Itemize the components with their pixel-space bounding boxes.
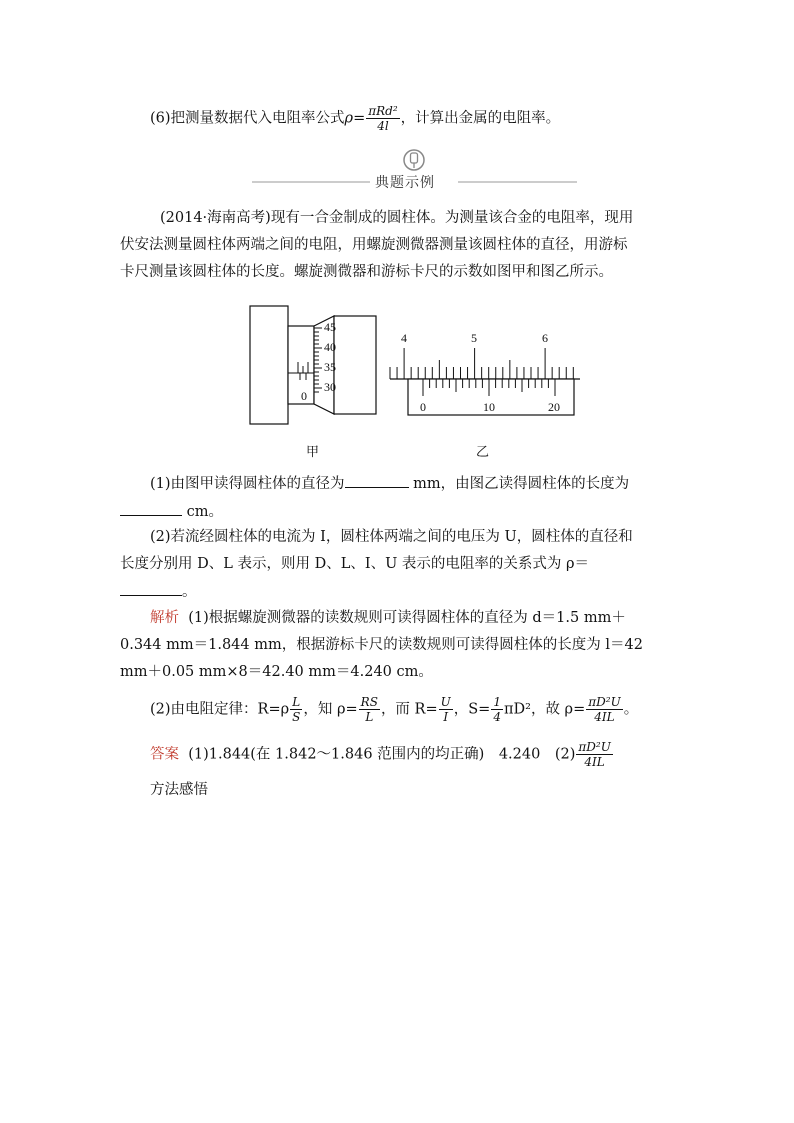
fraction-numerator: πRd² <box>368 104 398 118</box>
fraction-numerator: πD²U <box>578 740 611 754</box>
section-banner <box>252 147 577 193</box>
micrometer-ratchet <box>334 316 376 414</box>
analysis-line-1 <box>150 608 626 628</box>
fraction-numerator: RS <box>360 695 378 709</box>
analysis-line-3: mm＋0.05 mm×8＝42.40 mm＝4.240 cm。 <box>120 664 433 680</box>
fraction-l-over-s <box>290 695 302 724</box>
fraction-denominator: 4IL <box>584 755 605 769</box>
problem-line-1: (2014·海南高考)现有一合金制成的圆柱体。为测量该合金的电阻率，现用 <box>160 210 634 226</box>
step6-prefix: (6)把测量数据代入电阻率公式 <box>150 110 345 127</box>
q2-line-2: 长度分别用 D、L 表示，则用 D、L、I、U 表示的电阻率的关系式为 ρ＝ <box>120 556 590 572</box>
banner-title: 典题示例 <box>375 175 435 191</box>
main-scale-label-6: 6 <box>542 331 548 345</box>
fraction-numerator: L <box>290 695 302 710</box>
q1-text-b: mm，由图乙读得圆柱体的长度为 <box>413 476 630 492</box>
thimble-label-35: 35 <box>324 360 336 374</box>
main-scale-label-4: 4 <box>401 331 407 345</box>
micrometer-caption: 甲 <box>306 444 320 459</box>
analysis-p2-d: ，S= <box>453 701 491 718</box>
q2-line-1: (2)若流经圆柱体的电流为 I，圆柱体两端之间的电压为 U，圆柱体的直径和 <box>150 529 633 545</box>
analysis-p2-f: 。 <box>623 701 639 718</box>
vernier-label-10: 10 <box>483 400 495 414</box>
answer-blank-diameter[interactable] <box>345 473 409 488</box>
step6-suffix: ，计算出金属的电阻率。 <box>400 110 561 127</box>
problem-line-2: 伏安法测量圆柱体两端之间的电阻，用螺旋测微器测量该圆柱体的直径，用游标 <box>120 237 628 253</box>
fraction-denominator: 4IL <box>594 710 615 724</box>
caliper-caption: 乙 <box>476 444 490 459</box>
analysis-p2-a: (2)由电阻定律：R=ρ <box>150 701 290 718</box>
fraction-rs-over-l <box>359 695 380 724</box>
sleeve-zero-label: 0 <box>301 389 307 403</box>
micrometer-frame <box>250 306 288 424</box>
method-heading: 方法感悟 <box>150 782 208 798</box>
q1-text-c: cm。 <box>186 504 223 520</box>
caliper-diagram <box>390 331 580 459</box>
fraction-denominator: L <box>365 710 374 724</box>
problem-line-3: 卡尺测量该圆柱体的长度。螺旋测微器和游标卡尺的示数如图甲和图乙所示。 <box>120 264 613 280</box>
fraction-numerator: πD²U <box>588 695 621 709</box>
analysis-label: 解析 <box>150 610 179 626</box>
analysis-p2-e: πD²，故 ρ= <box>503 701 586 718</box>
answer-label: 答案 <box>150 746 179 763</box>
vernier-label-20: 20 <box>548 400 560 414</box>
step6-line <box>150 104 560 133</box>
q2-line-3 <box>120 581 197 602</box>
thimble-label-40: 40 <box>324 340 336 354</box>
answer-blank-resistivity[interactable] <box>120 581 182 596</box>
fraction-denominator: 4 <box>493 710 501 724</box>
q1-line-2 <box>120 501 223 522</box>
fraction-denominator: I <box>443 710 449 724</box>
answer-text: (1)1.844(在 1.842～1.846 范围内的均正确) 4.240 (2) <box>188 746 576 763</box>
fraction-denominator: S <box>292 710 301 724</box>
answer-line <box>150 740 614 769</box>
fraction-numerator: U <box>440 695 451 709</box>
fraction-one-quarter <box>491 695 503 724</box>
answer-blank-length[interactable] <box>120 501 182 516</box>
thimble-label-45: 45 <box>324 320 336 334</box>
q1-text-a: (1)由图甲读得圆柱体的直径为 <box>150 476 345 492</box>
vernier-label-0: 0 <box>420 400 426 414</box>
answer-fraction <box>576 740 612 769</box>
instrument-figure <box>240 300 590 470</box>
main-scale-label-5: 5 <box>471 331 477 345</box>
fraction-resistivity-result <box>586 695 622 724</box>
q1-line-1 <box>150 473 629 494</box>
analysis-text-1: (1)根据螺旋测微器的读数规则可读得圆柱体的直径为 d＝1.5 mm＋ <box>188 610 626 626</box>
analysis-part2 <box>150 695 638 724</box>
rho-eq: ρ= <box>344 110 366 127</box>
analysis-line-2: 0.344 mm＝1.844 mm，根据游标卡尺的读数规则可读得圆柱体的长度为 l＝42 <box>120 637 643 653</box>
resistivity-fraction <box>366 104 399 133</box>
fraction-denominator: 4l <box>377 119 389 133</box>
micrometer-diagram <box>250 306 376 459</box>
figure-svg <box>240 300 590 470</box>
q2-text-end: 。 <box>182 584 197 600</box>
main-scale-ticks <box>390 348 573 379</box>
analysis-p2-c: ，而 R= <box>380 701 438 718</box>
fraction-u-over-i <box>439 695 453 724</box>
thimble-label-30: 30 <box>324 380 336 394</box>
fraction-numerator: 1 <box>493 695 501 709</box>
analysis-p2-b: ，知 ρ= <box>303 701 358 718</box>
